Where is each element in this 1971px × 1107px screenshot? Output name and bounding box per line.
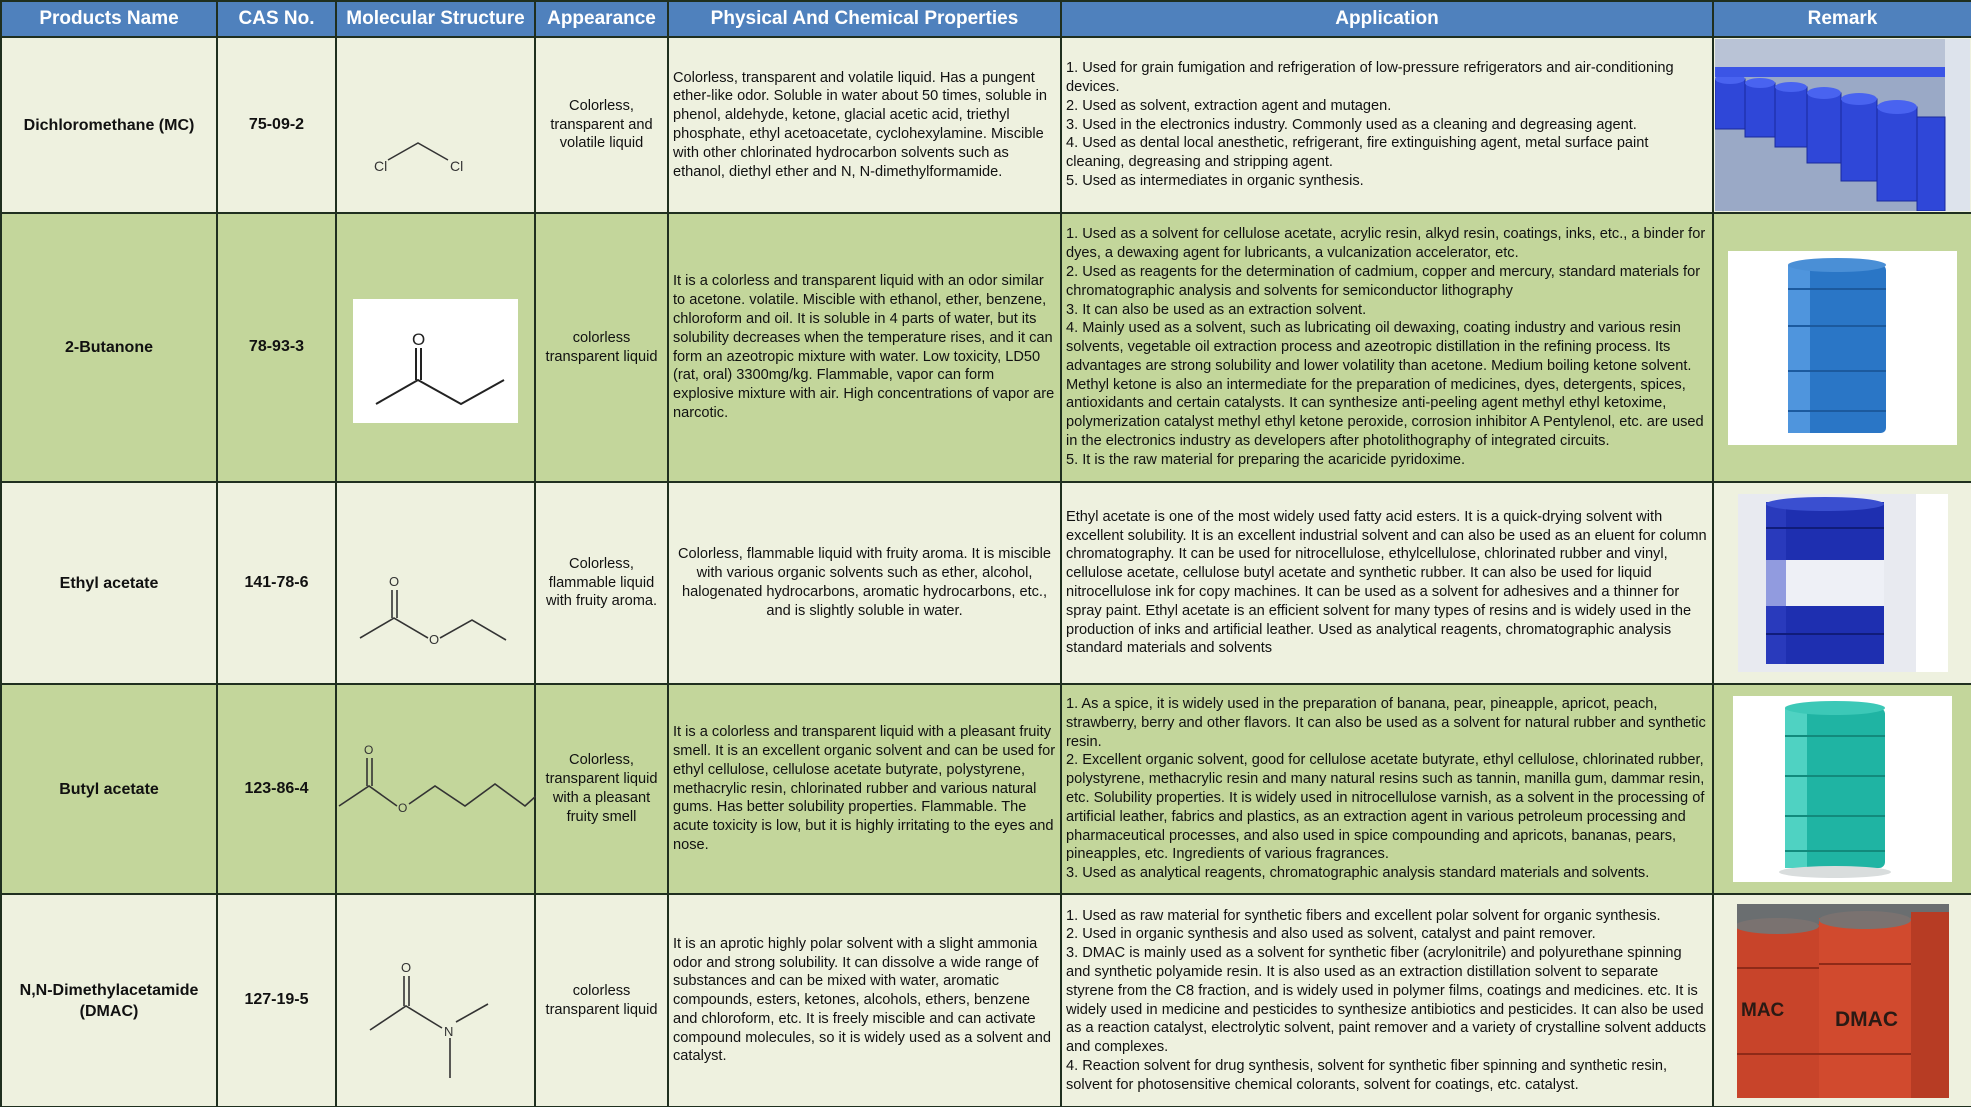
structure-atom-label: O [389,573,400,589]
product-name: 2-Butanone [1,213,217,482]
application-item: 1. Used as a solvent for cellulose acetate, acrylic resin, alkyd resin, coatings, inks, etc., a binder for dyes, a dewaxing agent for lubricants, a vulcanization accelerator, etc. [1066,226,1706,262]
application-item: 4. Used as dental local anesthetic, refrigerant, fire extinguishing agent, metal surface paint cleaning, degreasing and stripping agent. [1066,135,1649,171]
structure-atom-label: Cl [374,158,388,174]
application-item: 5. Used as intermediates in organic synthesis. [1066,172,1364,189]
blue-drums-rows-photo [1715,39,1970,211]
remark-cell [1713,684,1971,894]
teal-drum-photo [1733,696,1952,882]
drum-label: DMAC [1834,1007,1898,1031]
header-remark: Remark [1713,1,1971,37]
remark-cell [1713,482,1971,684]
header-row [1,1,1971,37]
appearance-text: Colorless, transparent and volatile liquid [535,37,668,213]
butanone-structure-icon [338,218,533,478]
dichloromethane-structure-icon [338,40,533,210]
blue-drum-photo [1728,251,1957,445]
structure-atom-label: O [412,329,426,349]
header-application: Application [1061,1,1713,37]
application-item: 1. Used for grain fumigation and refrigeration of low-pressure refrigerators and air-conditioning devices. [1066,60,1674,95]
application-cell [1061,482,1713,684]
appearance-text: colorless transparent liquid [535,894,668,1107]
structure-atom-label: Cl [450,158,464,174]
application-cell [1061,213,1713,482]
dmac-structure-icon [338,898,533,1104]
application-item: 5. It is the raw material for preparing the acaricide pyridoxime. [1066,451,1466,468]
application-item: 3. DMAC is mainly used as a solvent for synthetic fiber (acrylonitrile) and polyurethane spinning and synthetic polyamide resin. It is also used as an extraction distillation solvent to separate styrene from the C8 fraction, and is widely used in polymer films, coatings and medicines. etc. It is widely used in medicine and pesticides to synthesize antibiotics and pesticides. It can also be used as a reaction catalyst, electrolytic solvent, paint remover and a variety of crystalline solvent adducts and complexes. [1066,945,1706,1056]
cas-number: 141-78-6 [217,482,336,684]
application-item: 3. It can also be used as an extraction solvent. [1066,301,1367,318]
application-cell [1061,37,1713,213]
application-item: 2. Excellent organic solvent, good for cellulose acetate butyrate, ethyl cellulose, chlorinated rubber, polystyrene, methacrylic resin and many natural resins such as tannin, manilla gum, dammar resin, etc. Solubility properties. It is widely used in nitrocellulose varnish, as a solvent in the processing of artificial leather, fabrics and plastics, as an extraction agent in various petroleum processing and pharmaceutical processes, and also used in spice compounding and apricots, bananas, pears, pineapples, etc. Ingredients of various fragrances. [1066,752,1705,863]
application-item: 4. Mainly used as a solvent, such as lubricating oil dewaxing, coating industry and various resin solvents, vegetable oil extraction process and azeotropic distillation in the refining process. Its advantages are strong solubility and lower volatility than acetone. Medium boiling ketone solvent. Methyl ketone is also an intermediate for the preparation of medicines, dyes, detergents, spices, antioxidants and certain catalysts. It can synthesize anti-peeling agent methyl ethyl ketoxime, polymerization catalyst methyl ethyl ketone peroxide, corrosion inhibitor A Pentylenol, etc. are used in the electronics industry as developers after photolithography of integrated circuits. [1066,320,1704,450]
drum-label: MAC [1740,999,1784,1021]
ethyl-acetate-structure-icon [338,486,533,681]
butyl-acetate-structure-icon [337,686,536,892]
remark-cell [1713,213,1971,482]
header-cas-no: CAS No. [217,1,336,37]
header-properties: Physical And Chemical Properties [668,1,1061,37]
structure-atom-label: O [364,743,374,757]
molecular-structure [336,482,535,684]
table-row [1,37,1971,213]
cas-number: 75-09-2 [217,37,336,213]
properties-text: It is a colorless and transparent liquid with an odor similar to acetone. volatile. Miscible with ethanol, ether, benzene, chloroform and oil. It is soluble in 4 parts of water, but its solubility decreases when the temperature rises, and it can form an azeotropic mixture with water. Low toxicity, LD50 (rat, oral) 3300mg/kg. Flammable, vapor can form explosive mixture with air. High concentrations of vapor are narcotic. [668,213,1061,482]
molecular-structure [336,37,535,213]
blue-white-drum-photo [1738,494,1948,672]
remark-cell [1713,894,1971,1107]
table-row [1,213,1971,482]
header-molecular-structure: Molecular Structure [336,1,535,37]
structure-atom-label: O [401,959,412,975]
application-item: 2. Used as solvent, extraction agent and mutagen. [1066,97,1392,114]
product-name: N,N-Dimethylacetamide (DMAC) [1,894,217,1107]
cas-number: 123-86-4 [217,684,336,894]
properties-text: Colorless, transparent and volatile liquid. Has a pungent ether-like odor. Soluble in water about 50 times, soluble in phenol, aldehyde, ketone, glacial acetic acid, triethyl phosphate, ethyl acetoacetate, cyclohexylamine. Miscible with other chlorinated hydrocarbon solvents such as ethanol, diethyl ether and N, N-dimethylformamide. [668,37,1061,213]
appearance-text: Colorless, transparent liquid with a pleasant fruity smell [535,684,668,894]
application-cell [1061,684,1713,894]
application-item: 1. As a spice, it is widely used in the preparation of banana, pear, pineapple, apricot, peach, strawberry, berry and other flavors. It can also be used as a solvent for natural rubber and synthetic resin. [1066,696,1706,750]
application-item: Ethyl acetate is one of the most widely used fatty acid esters. It is a quick-drying solvent with excellent solubility. It is an excellent industrial solvent and can also be used as an eluent for column chromatography. It can be used for nitrocellulose, ethylcellulose, chlorinated rubber and vinyl, cellulose acetate, cellulose butyl acetate and synthetic rubber. It can also be used for liquid nitrocellulose ink for copy machines. It can be used as a solvent for adhesives and a thinner for spray paint. Ethyl acetate is an efficient solvent for many types of resins and is widely used in the production of inks and artificial leather. Used as analytical reagents, chromatographic analysis standard materials and solvents [1066,508,1707,657]
molecular-structure [336,684,535,894]
molecular-structure [336,213,535,482]
red-dmac-drums-photo [1737,904,1949,1098]
application-item: 1. Used as raw material for synthetic fibers and excellent polar solvent for organic synthesis. [1066,907,1661,924]
appearance-text: Colorless, flammable liquid with fruity aroma. [535,482,668,684]
application-cell [1061,894,1713,1107]
product-name: Butyl acetate [1,684,217,894]
cas-number: 127-19-5 [217,894,336,1107]
application-item: 2. Used as reagents for the determination of cadmium, copper and mercury, standard materials for chromatographic analysis and solvents for semiconductor lithography [1066,263,1701,299]
remark-cell [1713,37,1971,213]
appearance-text: colorless transparent liquid [535,213,668,482]
product-name: Ethyl acetate [1,482,217,684]
application-item: 3. Used as analytical reagents, chromatographic analysis standard materials and solvents. [1066,865,1650,882]
properties-text: It is a colorless and transparent liquid with a pleasant fruity smell. It is an excellent organic solvent and can be used for ethyl cellulose, cellulose acetate butyrate, polystyrene, methacrylic resin, chlorinated rubber and various natural gums. Has better solubility properties. Flammable. The acute toxicity is low, but it is highly irritating to the eyes and nose. [668,684,1061,894]
table-row [1,894,1971,1107]
properties-text: It is an aprotic highly polar solvent with a slight ammonia odor and strong solubility. It can dissolve a wide range of substances and can be mixed with water, aromatic compounds, esters, ketones, alcohols, ethers, benzene and chloroform, etc. It is freely miscible and can activate compound molecules, so it is widely used as a solvent and catalyst. [668,894,1061,1107]
structure-atom-label: O [398,801,408,815]
application-item: 3. Used in the electronics industry. Commonly used as a cleaning and degreasing agent. [1066,116,1637,133]
header-appearance: Appearance [535,1,668,37]
product-name: Dichloromethane (MC) [1,37,217,213]
table-row [1,684,1971,894]
cas-number: 78-93-3 [217,213,336,482]
molecular-structure [336,894,535,1107]
structure-atom-label: N [444,1023,454,1039]
structure-atom-label: O [429,631,440,647]
application-item: 2. Used in organic synthesis and also used as solvent, catalyst and paint remover. [1066,926,1596,943]
header-product-name: Products Name [1,1,217,37]
properties-text: Colorless, flammable liquid with fruity aroma. It is miscible with various organic solvents such as ether, alcohol, halogenated hydrocarbons, aromatic hydrocarbons, etc., and is slightly soluble in water. [668,482,1061,684]
table-row [1,482,1971,684]
application-item: 4. Reaction solvent for drug synthesis, solvent for synthetic fiber spinning and synthetic resin, solvent for photosensitive chemical colorants, solvent for coatings, etc. catalyst. [1066,1057,1668,1093]
